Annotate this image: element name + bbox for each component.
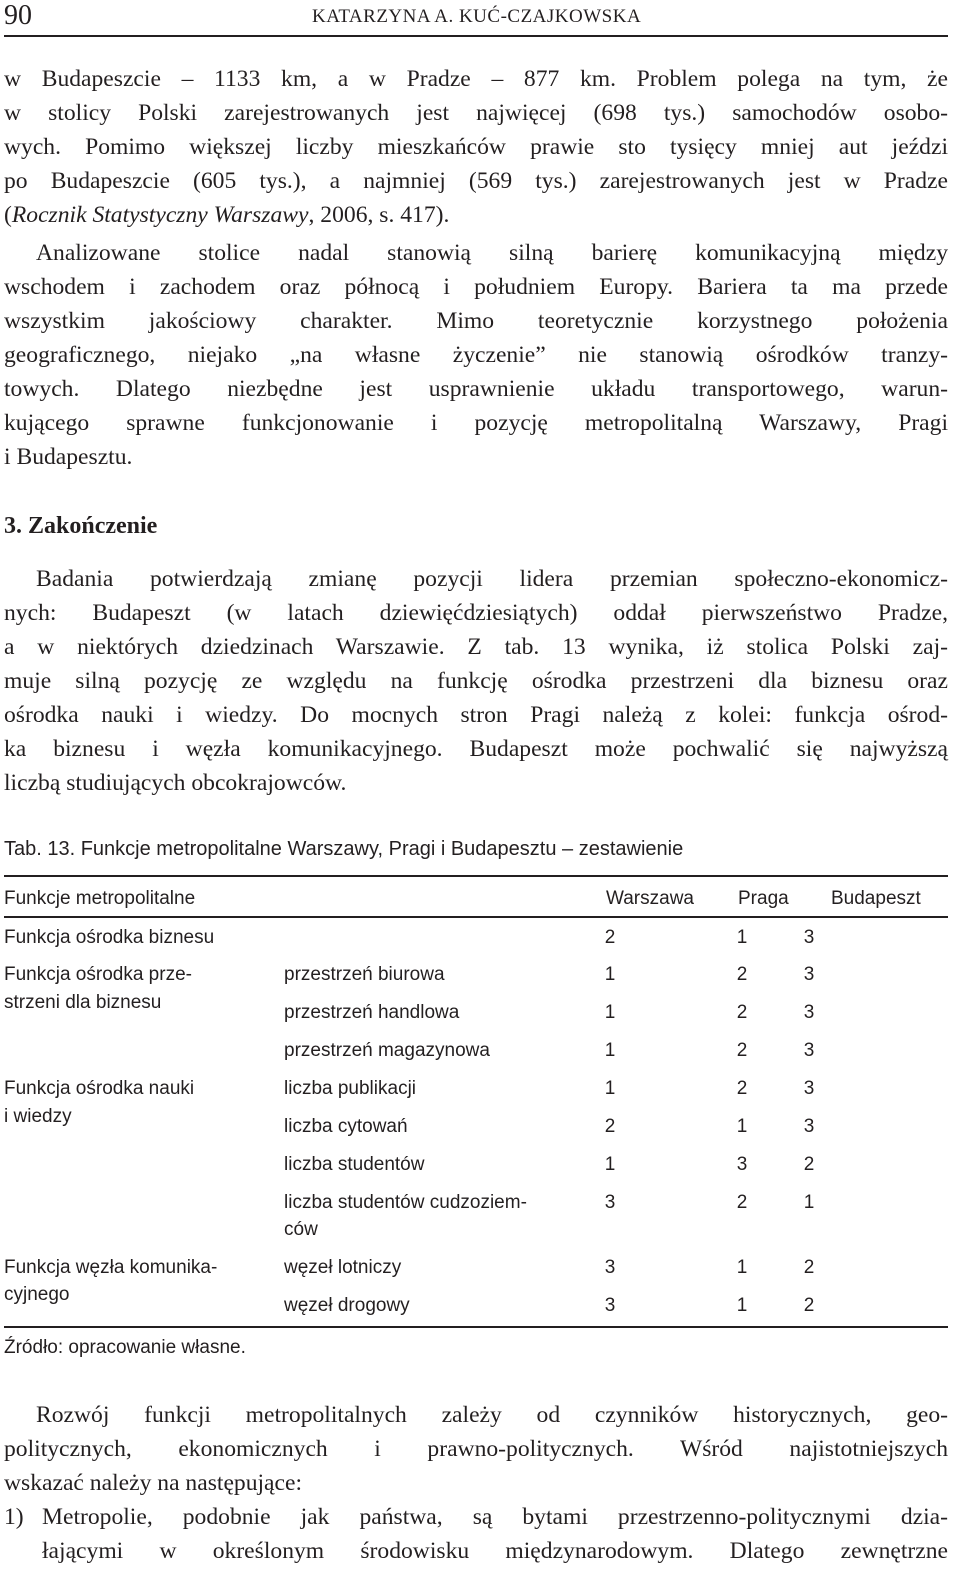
page-number: 90 bbox=[4, 0, 32, 31]
paragraph-line bbox=[4, 200, 948, 230]
cell-value: 2 bbox=[736, 1192, 748, 1213]
table-source-note: Źródło: opracowanie własne. bbox=[4, 1337, 246, 1358]
cell-value: 1 bbox=[604, 1154, 616, 1175]
paragraph-line: liczbą studiujących obcokrajowców. bbox=[4, 770, 347, 796]
cell-value: 2 bbox=[604, 1116, 616, 1137]
cell-value: 2 bbox=[803, 1154, 815, 1175]
group-label: Funkcja ośrodka nauki bbox=[4, 1078, 195, 1099]
row-sublabel: liczba publikacji bbox=[284, 1078, 417, 1099]
paragraph-line: Badania potwierdzają zmianę pozycji lidera przemian społeczno-ekonomicz- bbox=[36, 566, 948, 592]
cell-value: 3 bbox=[803, 1078, 815, 1099]
cell-value: 2 bbox=[736, 964, 748, 985]
cell-value: 1 bbox=[604, 1040, 616, 1061]
table-bottom-rule bbox=[4, 1326, 948, 1328]
paragraph-line: Analizowane stolice nadal stanowią silną barierę komunikacyjną między bbox=[36, 240, 948, 266]
paragraph-line: muje silną pozycję ze względu na funkcję ośrodka przestrzeni dla biznesu oraz bbox=[4, 668, 948, 694]
cell-value: 3 bbox=[803, 927, 815, 948]
cell-value: 1 bbox=[604, 964, 616, 985]
column-header: Warszawa bbox=[606, 888, 694, 909]
cell-value: 3 bbox=[803, 964, 815, 985]
row-sublabel: węzeł lotniczy bbox=[284, 1257, 402, 1278]
row-sublabel: liczba cytowań bbox=[284, 1116, 408, 1137]
paragraph-line: w Budapeszcie – 1133 km, a w Pradze – 877 km. Problem polega na tym, że bbox=[4, 66, 948, 92]
table-caption: Tab. 13. Funkcje metropolitalne Warszawy, Pragi i Budapesztu – zestawienie bbox=[4, 838, 684, 860]
paragraph-line: nych: Budapeszt (w latach dziewięćdziesiątych) oddał pierwszeństwo Pradze, bbox=[4, 600, 948, 626]
list-item-number: 1) bbox=[4, 1504, 24, 1530]
header-rule bbox=[4, 35, 948, 37]
row-sublabel: ców bbox=[284, 1219, 318, 1240]
paragraph-line: i Budapesztu. bbox=[4, 444, 133, 470]
cell-value: 2 bbox=[604, 927, 616, 948]
citation-title: Rocznik Statystyczny Warszawy bbox=[11, 202, 309, 228]
citation-open: ( bbox=[4, 202, 12, 228]
paragraph-line: ośrodka nauki i wiedzy. Do mocnych stron Pragi należą z kolei: funkcja ośrod- bbox=[4, 702, 948, 728]
cell-value: 3 bbox=[604, 1257, 616, 1278]
cell-value: 3 bbox=[803, 1002, 815, 1023]
cell-value: 3 bbox=[736, 1154, 748, 1175]
cell-value: 2 bbox=[803, 1257, 815, 1278]
group-label: strzeni dla biznesu bbox=[4, 992, 162, 1013]
row-sublabel: przestrzeń handlowa bbox=[284, 1002, 460, 1023]
cell-value: 3 bbox=[803, 1040, 815, 1061]
paragraph-line: geograficznego, niejako „na własne życzenie” nie stanowią ośrodków tranzy- bbox=[4, 342, 948, 368]
table-header-rule bbox=[4, 916, 948, 918]
paragraph-line: po Budapeszcie (605 tys.), a najmniej (569 tys.) zarejestrowanych jest w Pradze bbox=[4, 168, 948, 194]
cell-value: 2 bbox=[803, 1295, 815, 1316]
group-label: i wiedzy bbox=[4, 1106, 72, 1127]
paragraph-line: kującego sprawne funkcjonowanie i pozycję metropolitalną Warszawy, Pragi bbox=[4, 410, 948, 436]
row-sublabel: liczba studentów cudzoziem- bbox=[284, 1192, 527, 1213]
row-sublabel: liczba studentów bbox=[284, 1154, 425, 1175]
row-label: Funkcja ośrodka biznesu bbox=[4, 927, 215, 948]
group-label: Funkcja węzła komunika- bbox=[4, 1257, 218, 1278]
column-header: Budapeszt bbox=[831, 888, 921, 909]
table-top-rule bbox=[4, 875, 948, 877]
list-item-line: łającymi w określonym środowisku międzynarodowym. Dlatego zewnętrzne bbox=[42, 1538, 948, 1564]
paragraph-line: wszystkim jakościowy charakter. Mimo teoretycznie korzystnego położenia bbox=[4, 308, 948, 334]
row-sublabel: przestrzeń magazynowa bbox=[284, 1040, 490, 1061]
row-sublabel: węzeł drogowy bbox=[284, 1295, 410, 1316]
cell-value: 2 bbox=[736, 1078, 748, 1099]
cell-value: 1 bbox=[736, 1257, 748, 1278]
running-head: KATARZYNA A. KUĆ-CZAJKOWSKA bbox=[312, 6, 642, 27]
cell-value: 3 bbox=[803, 1116, 815, 1137]
column-header: Praga bbox=[738, 888, 789, 909]
group-label: Funkcja ośrodka prze- bbox=[4, 964, 192, 985]
cell-value: 3 bbox=[604, 1192, 616, 1213]
paragraph-line: wskazać należy na następujące: bbox=[4, 1470, 303, 1496]
cell-value: 3 bbox=[604, 1295, 616, 1316]
paragraph-line: politycznych, ekonomicznych i prawno-politycznych. Wśród najistotniejszych bbox=[4, 1436, 948, 1462]
section-heading: 3. Zakończenie bbox=[4, 513, 158, 539]
citation-close: , 2006, s. 417). bbox=[308, 202, 450, 228]
cell-value: 1 bbox=[736, 927, 748, 948]
cell-value: 2 bbox=[736, 1040, 748, 1061]
cell-value: 1 bbox=[604, 1002, 616, 1023]
paragraph-line: ka biznesu i węzła komunikacyjnego. Budapeszt może pochwalić się najwyższą bbox=[4, 736, 948, 762]
paragraph-line: towych. Dlatego niezbędne jest usprawnienie układu transportowego, warun- bbox=[4, 376, 948, 402]
group-label: cyjnego bbox=[4, 1284, 70, 1305]
paragraph-line: wych. Pomimo większej liczby mieszkańców prawie sto tysięcy mniej aut jeździ bbox=[4, 134, 948, 160]
cell-value: 2 bbox=[736, 1002, 748, 1023]
cell-value: 1 bbox=[736, 1295, 748, 1316]
paragraph-line: w stolicy Polski zarejestrowanych jest najwięcej (698 tys.) samochodów osobo- bbox=[4, 100, 948, 126]
paragraph-line: Rozwój funkcji metropolitalnych zależy od czynników historycznych, geo- bbox=[36, 1402, 948, 1428]
paragraph-line: wschodem i zachodem oraz północą i południem Europy. Bariera ta ma przede bbox=[4, 274, 948, 300]
row-sublabel: przestrzeń biurowa bbox=[284, 964, 445, 985]
paragraph-line: a w niektórych dziedzinach Warszawie. Z tab. 13 wynika, iż stolica Polski zaj- bbox=[4, 634, 948, 660]
cell-value: 1 bbox=[736, 1116, 748, 1137]
column-header: Funkcje metropolitalne bbox=[4, 888, 196, 909]
list-item-line: Metropolie, podobnie jak państwa, są bytami przestrzenno-politycznymi dzia- bbox=[42, 1504, 948, 1530]
cell-value: 1 bbox=[604, 1078, 616, 1099]
cell-value: 1 bbox=[803, 1192, 815, 1213]
